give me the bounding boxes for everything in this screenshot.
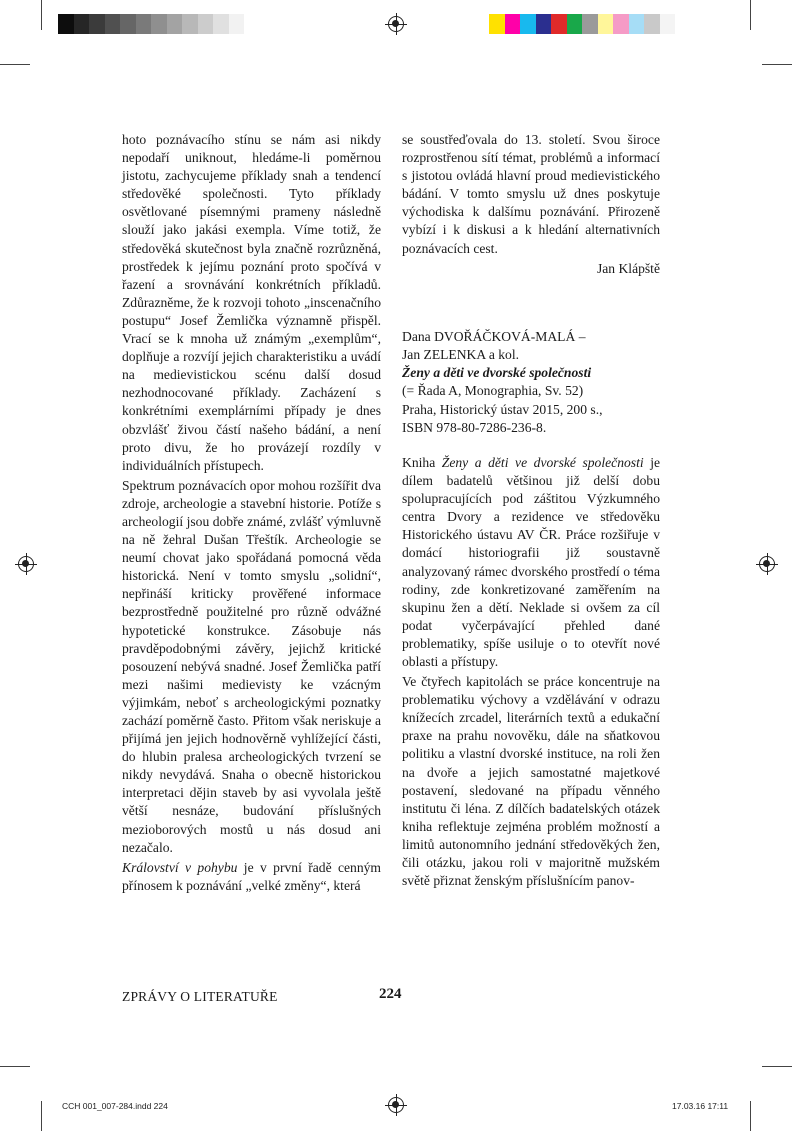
gray-swatch	[182, 14, 198, 34]
crop-mark	[0, 1066, 30, 1067]
body-paragraph: Ve čtyřech kapitolách se práce koncentruje na problematiku výchovy a vzdělávání v odrazu knížecích zrcadel, literárních textů a edukační praxe na prahu novověku, dále na sňatkovou politiku a vlastní dvorské instituce, na roli žen na dvoře a jejich samostatné majetkové postavení, sledované na případu věnného institutu či léna. Z dílčích badatelských otázek kniha reflektuje zejména problém možností a limitů autonomního jednání středověkých žen, čili otázku, jakou roli v majoritně mužském světě přiznat ženským příslušnícím panov-	[402, 674, 660, 889]
gray-swatch	[74, 14, 90, 34]
paragraph-text: je dílem badatelů většinou již delší dobu spolupracujících pod záštitou Výzkumného centra Dvory a rezidence ve středověku Historického ústavu AV ČR. Práce rozšiřuje v domácí historiografii již soustavně analyzovaný rámec dvorského prostředí o téma rodiny, zde konkretizované zaměřením na skupinu žen a dětí. Neklade si ovšem za cíl podat vyčerpávající přehled dané problematiky, spíše usiluje o to otevřít nové oblasti a přístupy.	[402, 454, 660, 669]
color-calibration-bar	[489, 14, 675, 34]
body-paragraph: Spektrum poznávacích opor mohou rozšířit dva zdroje, archeologie a stavební historie. Potíže s archeologií jsou dobře známé, zvlášť výmluvně na ně žehral Dušan Třeštík. Archeologie se neumí chovat jako spořádaná pomocná věda historická. Není v tomto smyslu „solidní“, nepřináší kriticky prověřené informace bezprostředně použitelné pro různě odvážné hypotetické konstrukce. Zásobuje nás pravděpodobnými závěry, jejichž kritické posouzení nebývá snadné. Josef Žemlička patří mezi našimi medievisty ke vzácným výjimkám, neboť s archeologickými poznatky zachází poměrně často. Přitom však neriskuje a přijímá jen jejich hodnověrně vyhlížející části, do hlubin pralesa archeologických tvrzení se nikdy nevydává. Snaha o obecně historickou interpretaci dějin staveb by asi vyvolala ještě větší nesnáze, budování příslušných mezioborových mostů u nás dosud ani nezačalo.	[122, 477, 381, 855]
paragraph-text: je v první řadě cenným přínosem k poznávání „velké změny“, která	[122, 859, 381, 893]
color-swatch	[536, 14, 552, 34]
crop-mark	[750, 1101, 751, 1131]
crop-mark	[41, 0, 42, 30]
bib-title: Ženy a děti ve dvorské společnosti	[402, 365, 592, 381]
gray-swatch	[229, 14, 245, 34]
color-swatch	[644, 14, 660, 34]
slug-filename: CCH 001_007-284.indd 224	[62, 1101, 168, 1111]
body-paragraph: se soustřeďovala do 13. století. Svou široce rozprostřenou sítí témat, problémů a informací s jistotou ovládá hlavní proud medievistického bádání. V tomto smyslu už dnes poskytuje východiska k dalšímu poznávání. Přirozeně vybízí i k diskusi a k hledání alternativních poznávacích cest.	[402, 132, 660, 256]
review-signature: Jan Klápště	[596, 260, 660, 276]
right-text-column	[402, 131, 660, 890]
slug-datetime: 17.03.16 17:11	[672, 1101, 729, 1111]
bib-isbn: ISBN 978-80-7286-236-8.	[402, 419, 547, 435]
color-swatch	[567, 14, 583, 34]
gray-swatch	[105, 14, 121, 34]
registration-mark-right-icon	[759, 556, 775, 572]
body-paragraph: hoto poznávacího stínu se nám asi nikdy nepodaří uniknout, hledáme-li poměrnou jistotu, zachycujeme příklady snah a tendencí středověké společnosti. Tyto příklady osvětlované písemnými prameny následně slouží jako jakási exempla. Víme totiž, že středověká skutečnost byla značně rozrůzněná, prostředek k jejímu poznání proto spočívá v řazení a srovnávání konkrétních příkladů. Zdůrazněme, že k rozvoji tohoto „inscenačního postupu“ Josef Žemlička významně přispěl. Vrací se k mnoha už známým „exemplům“, doplňuje a rozvíjí jejich charakteristiku a uvádí na medievistickou scénu další dosud nezhodnocované příklady. Zacházení s konkrétními exemplárními případy je dnes obzvlášť živou částí našeho bádání, a není proto divu, že ho provázejí rozdíly v individuálních přístupech.	[122, 132, 381, 473]
bib-publisher: Praha, Historický ústav 2015, 200 s.,	[402, 401, 603, 417]
registration-mark-left-icon	[18, 556, 34, 572]
color-swatch	[505, 14, 521, 34]
crop-mark	[41, 1101, 42, 1131]
page-number: 224	[379, 986, 402, 1002]
left-text-column	[122, 131, 381, 895]
crop-mark	[0, 64, 30, 65]
color-swatch	[613, 14, 629, 34]
crop-mark	[750, 0, 751, 30]
bibliographic-entry	[402, 328, 660, 437]
color-swatch	[629, 14, 645, 34]
crop-mark	[762, 64, 792, 65]
book-title-inline: Království v pohybu	[122, 859, 238, 875]
paragraph-text: Kniha	[402, 454, 442, 470]
bib-authors: Dana DVOŘÁČKOVÁ-MALÁ –	[402, 328, 586, 344]
bib-series: (= Řada A, Monographia, Sv. 52)	[402, 383, 584, 399]
grayscale-calibration-bar	[58, 14, 244, 34]
gray-swatch	[151, 14, 167, 34]
body-paragraph	[402, 454, 660, 671]
color-swatch	[660, 14, 676, 34]
color-swatch	[598, 14, 614, 34]
gray-swatch	[58, 14, 74, 34]
gray-swatch	[167, 14, 183, 34]
body-paragraph	[122, 859, 381, 895]
gray-swatch	[136, 14, 152, 34]
color-swatch	[551, 14, 567, 34]
gray-swatch	[120, 14, 136, 34]
registration-mark-top-icon	[388, 16, 404, 32]
color-swatch	[520, 14, 536, 34]
gray-swatch	[89, 14, 105, 34]
gray-swatch	[198, 14, 214, 34]
gray-swatch	[213, 14, 229, 34]
book-title-inline: Ženy a děti ve dvorské společnosti	[441, 454, 644, 470]
color-swatch	[489, 14, 505, 34]
registration-mark-bottom-icon	[388, 1097, 404, 1113]
running-head: ZPRÁVY O LITERATUŘE	[122, 989, 278, 1004]
crop-mark	[762, 1066, 792, 1067]
color-swatch	[582, 14, 598, 34]
bib-authors: Jan ZELENKA a kol.	[402, 346, 520, 362]
